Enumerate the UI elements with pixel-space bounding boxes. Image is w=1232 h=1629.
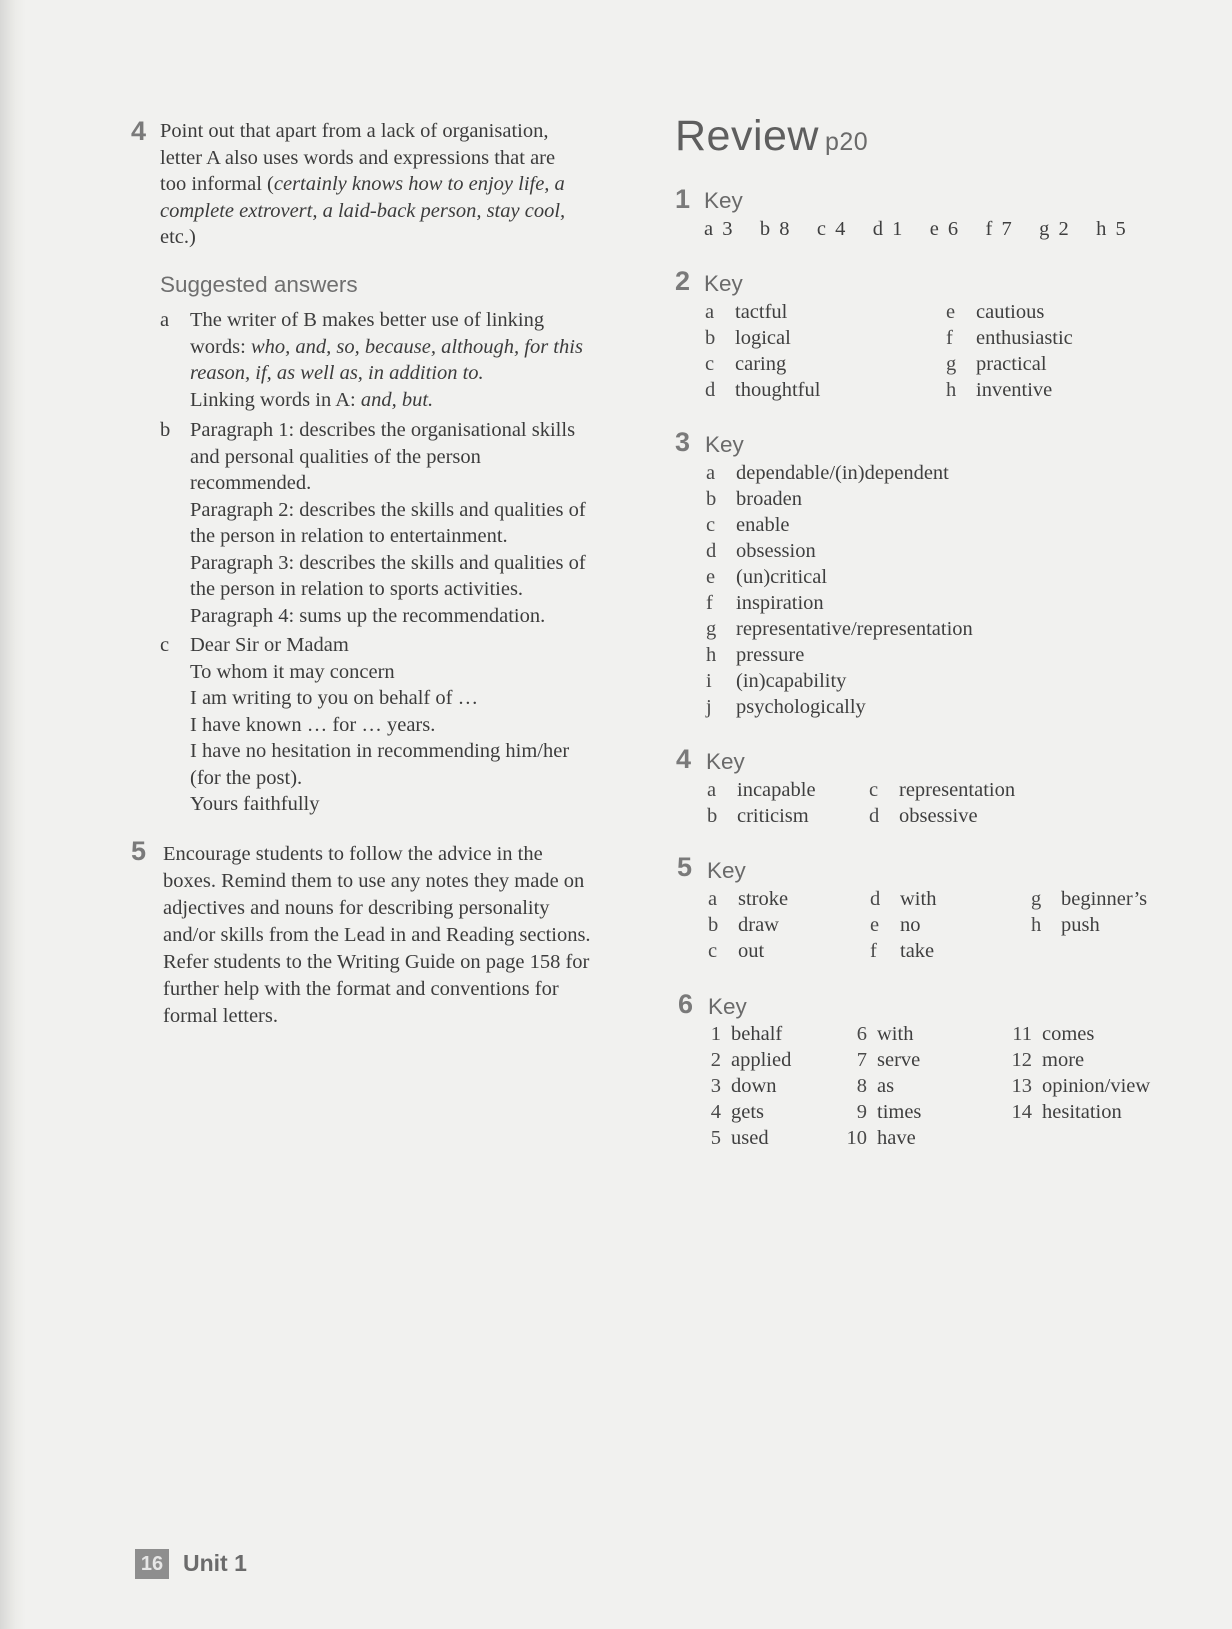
answer-body bbox=[190, 417, 640, 629]
item-word: practical bbox=[976, 353, 1047, 375]
list-item bbox=[946, 377, 1073, 403]
answer-letter: b bbox=[160, 419, 171, 441]
item-word: stroke bbox=[738, 888, 789, 910]
item-word: criticism bbox=[737, 805, 809, 827]
item-word: (in)capability bbox=[736, 670, 847, 692]
review-ex2-col1 bbox=[705, 299, 820, 403]
answer-line: I am writing to you on behalf of … bbox=[190, 687, 479, 709]
list-item bbox=[1010, 1047, 1150, 1073]
item-letter: h bbox=[946, 379, 957, 401]
review-ex4-col1 bbox=[707, 777, 816, 829]
review-ex5-key-label: Key bbox=[707, 858, 746, 883]
item-letter: b bbox=[707, 805, 718, 827]
list-item bbox=[699, 1099, 791, 1125]
item-word: inspiration bbox=[736, 592, 824, 614]
answer-line bbox=[190, 334, 640, 361]
item-word: draw bbox=[738, 914, 779, 936]
list-item bbox=[869, 777, 1015, 803]
q5-line: adjectives and nouns for describing personality bbox=[163, 897, 550, 919]
item-word: beginner’s bbox=[1061, 888, 1148, 910]
review-ex6-key-label: Key bbox=[708, 994, 747, 1019]
answer-line: Paragraph 4: sums up the recommendation. bbox=[190, 604, 546, 627]
list-item bbox=[845, 1021, 921, 1047]
list-item bbox=[870, 886, 936, 912]
list-item bbox=[1031, 912, 1147, 938]
answer-line: Paragraph 1: describes the organisational skills bbox=[190, 419, 576, 441]
answer-line: Yours faithfully bbox=[190, 793, 320, 815]
q4-text: too informal ( bbox=[160, 173, 274, 195]
answer-text: Linking words in A: bbox=[190, 388, 361, 411]
list-item bbox=[845, 1125, 921, 1151]
answer-line: the person in relation to entertainment. bbox=[190, 525, 508, 547]
item-number: 5 bbox=[710, 1127, 721, 1149]
item-letter: b bbox=[706, 488, 717, 510]
review-ex5-col3 bbox=[1031, 886, 1147, 938]
review-ex6-col1 bbox=[699, 1021, 791, 1151]
item-letter: e bbox=[870, 914, 880, 936]
item-word: inventive bbox=[976, 379, 1053, 401]
review-ex4-number: 4 bbox=[676, 744, 692, 774]
item-letter: c bbox=[708, 940, 718, 962]
item-letter: d bbox=[870, 888, 881, 910]
item-word: dependable/(in)dependent bbox=[736, 462, 949, 484]
list-item bbox=[706, 564, 973, 590]
item-number: 10 bbox=[846, 1127, 867, 1149]
item-number: 4 bbox=[710, 1101, 721, 1123]
answer-line: To whom it may concern bbox=[190, 660, 395, 683]
item-letter: b bbox=[708, 914, 719, 936]
item-word: serve bbox=[877, 1049, 921, 1071]
exercise-5-number: 5 bbox=[131, 836, 147, 866]
review-ex1-key-label: Key bbox=[704, 188, 743, 213]
list-item bbox=[708, 938, 788, 964]
item-word: thoughtful bbox=[735, 379, 821, 401]
answer-line: and personal qualities of the person bbox=[190, 445, 481, 468]
item-word: hesitation bbox=[1042, 1101, 1122, 1123]
answer-letter: a bbox=[160, 309, 170, 331]
item-letter: f bbox=[946, 327, 953, 349]
exercise-4-instructions bbox=[160, 118, 630, 251]
list-item bbox=[845, 1047, 921, 1073]
item-word: used bbox=[731, 1127, 769, 1149]
answer-italic: and, but. bbox=[360, 388, 434, 411]
exercise-5-instructions bbox=[163, 841, 653, 1030]
item-word: obsession bbox=[736, 540, 816, 562]
review-page-ref: p20 bbox=[825, 128, 869, 156]
q5-line: Refer students to the Writing Guide on page 158 for bbox=[163, 951, 590, 973]
list-item bbox=[705, 351, 820, 377]
item-letter: a bbox=[706, 462, 716, 484]
item-word: more bbox=[1042, 1049, 1085, 1071]
item-letter: d bbox=[869, 805, 880, 827]
item-letter: c bbox=[706, 514, 716, 536]
item-letter: f bbox=[870, 940, 877, 962]
item-letter: h bbox=[706, 644, 717, 666]
list-item bbox=[845, 1073, 921, 1099]
review-ex6-number: 6 bbox=[678, 989, 694, 1019]
list-item bbox=[705, 299, 820, 325]
item-letter: d bbox=[705, 379, 716, 401]
item-word: representation bbox=[899, 779, 1016, 801]
list-item bbox=[1010, 1073, 1150, 1099]
review-ex1-answers: a 3 b 8 c 4 d 1 e 6 f 7 g 2 h 5 bbox=[704, 218, 1126, 240]
item-letter: e bbox=[946, 301, 956, 323]
item-word: broaden bbox=[736, 488, 803, 510]
review-heading bbox=[675, 112, 868, 161]
item-word: representative/representation bbox=[736, 618, 973, 640]
answer-line: recommended. bbox=[190, 472, 312, 494]
list-item bbox=[706, 668, 973, 694]
item-letter: g bbox=[946, 353, 957, 375]
q5-line: and/or skills from the Lead in and Reading sections. bbox=[163, 924, 591, 946]
list-item bbox=[708, 912, 788, 938]
item-letter: b bbox=[705, 327, 716, 349]
list-item bbox=[699, 1047, 791, 1073]
q4-italic: complete extrovert, a laid-back person, stay cool, bbox=[160, 199, 566, 222]
item-number: 11 bbox=[1012, 1023, 1032, 1045]
item-word: comes bbox=[1042, 1023, 1095, 1045]
item-letter: h bbox=[1031, 914, 1042, 936]
review-ex5-number: 5 bbox=[677, 852, 693, 882]
page-number-badge: 16 bbox=[135, 1549, 169, 1579]
answer-body bbox=[190, 307, 640, 413]
item-word: logical bbox=[735, 327, 791, 349]
answer-line: I have no hesitation in recommending him/her bbox=[190, 740, 570, 762]
item-number: 9 bbox=[856, 1101, 867, 1123]
review-ex3-number: 3 bbox=[675, 427, 691, 457]
q4-line bbox=[160, 198, 630, 225]
item-word: tactful bbox=[735, 301, 788, 323]
answer-line: I have known … for … years. bbox=[190, 713, 436, 736]
item-letter: g bbox=[706, 618, 717, 640]
item-word: pressure bbox=[736, 644, 805, 666]
list-item bbox=[706, 538, 973, 564]
item-word: obsessive bbox=[899, 805, 978, 827]
item-word: applied bbox=[731, 1049, 792, 1071]
item-letter: c bbox=[705, 353, 715, 375]
item-word: take bbox=[900, 940, 935, 962]
answer-line: Paragraph 3: describes the skills and qualities of bbox=[190, 551, 586, 574]
item-letter: c bbox=[869, 779, 879, 801]
item-number: 6 bbox=[856, 1023, 867, 1045]
item-number: 2 bbox=[710, 1049, 721, 1071]
item-letter: e bbox=[706, 566, 716, 588]
list-item bbox=[706, 486, 973, 512]
item-number: 7 bbox=[856, 1049, 867, 1071]
item-word: no bbox=[900, 914, 921, 936]
item-word: enable bbox=[736, 514, 790, 536]
item-word: with bbox=[900, 888, 937, 910]
review-title: Review bbox=[675, 112, 819, 160]
list-item bbox=[870, 938, 936, 964]
review-ex4-col2 bbox=[869, 777, 1015, 829]
item-letter: a bbox=[707, 779, 717, 801]
answer-line bbox=[190, 387, 640, 414]
item-word: behalf bbox=[731, 1023, 783, 1045]
answer-italic: who, and, so, because, although, for this bbox=[250, 335, 583, 358]
item-word: psychologically bbox=[736, 696, 866, 718]
list-item bbox=[707, 803, 816, 829]
item-word: out bbox=[738, 940, 765, 962]
item-word: incapable bbox=[737, 779, 816, 801]
item-word: push bbox=[1061, 914, 1100, 936]
list-item bbox=[1010, 1099, 1150, 1125]
item-letter: g bbox=[1031, 888, 1042, 910]
item-number: 12 bbox=[1011, 1049, 1032, 1071]
list-item bbox=[706, 512, 973, 538]
q4-line: etc.) bbox=[160, 226, 196, 248]
list-item bbox=[705, 325, 820, 351]
review-ex6-col3 bbox=[1010, 1021, 1150, 1125]
list-item bbox=[708, 886, 788, 912]
review-ex4-key-label: Key bbox=[706, 749, 745, 774]
list-item bbox=[870, 912, 936, 938]
list-item bbox=[706, 694, 973, 720]
item-word: times bbox=[877, 1101, 922, 1123]
q5-line: formal letters. bbox=[163, 1005, 278, 1027]
item-word: down bbox=[731, 1075, 777, 1097]
answer-line: Dear Sir or Madam bbox=[190, 634, 349, 656]
exercise-4-number: 4 bbox=[131, 116, 147, 146]
answer-letter: c bbox=[160, 634, 170, 656]
item-word: cautious bbox=[976, 301, 1045, 323]
review-ex2-number: 2 bbox=[675, 266, 691, 296]
item-word: have bbox=[877, 1127, 916, 1149]
list-item bbox=[706, 460, 973, 486]
list-item bbox=[699, 1021, 791, 1047]
item-letter: a bbox=[705, 301, 715, 323]
list-item bbox=[706, 642, 973, 668]
list-item bbox=[1031, 886, 1147, 912]
list-item bbox=[706, 590, 973, 616]
item-letter: a bbox=[708, 888, 718, 910]
review-ex3-list bbox=[706, 460, 973, 720]
unit-label: Unit 1 bbox=[183, 1550, 247, 1576]
item-letter: i bbox=[706, 670, 712, 692]
item-number: 14 bbox=[1011, 1101, 1032, 1123]
review-ex2-col2 bbox=[946, 299, 1073, 403]
review-ex5-col2 bbox=[870, 886, 936, 964]
q4-line: letter A also uses words and expressions that are bbox=[160, 146, 556, 169]
list-item bbox=[705, 377, 820, 403]
page-edge-shadow bbox=[0, 0, 26, 1629]
answer-body bbox=[190, 632, 640, 818]
item-word: as bbox=[877, 1075, 895, 1097]
list-item bbox=[869, 803, 1015, 829]
list-item bbox=[845, 1099, 921, 1125]
item-letter: f bbox=[706, 592, 713, 614]
item-word: (un)critical bbox=[736, 566, 828, 588]
answer-italic: reason, if, as well as, in addition to. bbox=[190, 362, 484, 384]
list-item bbox=[946, 351, 1073, 377]
review-ex3-key-label: Key bbox=[705, 432, 744, 457]
review-ex1-number: 1 bbox=[675, 184, 691, 214]
q5-line: Encourage students to follow the advice in the bbox=[163, 843, 543, 865]
item-number: 1 bbox=[710, 1023, 721, 1045]
suggested-answers-heading: Suggested answers bbox=[160, 272, 358, 297]
list-item bbox=[946, 325, 1073, 351]
item-number: 13 bbox=[1011, 1075, 1032, 1097]
review-ex2-key-label: Key bbox=[704, 271, 743, 296]
review-ex6-col2 bbox=[845, 1021, 921, 1151]
item-word: with bbox=[877, 1023, 914, 1045]
answer-line: Paragraph 2: describes the skills and qualities of bbox=[190, 498, 586, 521]
list-item bbox=[699, 1125, 791, 1151]
q5-line: boxes. Remind them to use any notes they made on bbox=[163, 870, 585, 892]
q4-italic: certainly knows how to enjoy life, a bbox=[273, 173, 565, 195]
answer-line: (for the post). bbox=[190, 766, 303, 789]
item-letter: d bbox=[706, 540, 717, 562]
list-item bbox=[706, 616, 973, 642]
answer-line bbox=[190, 360, 640, 387]
list-item bbox=[1010, 1021, 1150, 1047]
answer-line: the person in relation to sports activities. bbox=[190, 578, 524, 600]
review-ex5-col1 bbox=[708, 886, 788, 964]
item-word: gets bbox=[731, 1101, 765, 1123]
q4-line: Point out that apart from a lack of organisation, bbox=[160, 120, 549, 142]
item-word: caring bbox=[735, 353, 787, 375]
q4-line bbox=[160, 171, 630, 198]
q5-line: further help with the format and conventions for bbox=[163, 978, 559, 1000]
item-number: 8 bbox=[856, 1075, 867, 1097]
list-item bbox=[707, 777, 816, 803]
item-letter: j bbox=[706, 696, 712, 718]
item-word: opinion/view bbox=[1042, 1075, 1151, 1097]
answer-line: The writer of B makes better use of linking bbox=[190, 309, 545, 331]
item-number: 3 bbox=[710, 1075, 721, 1097]
list-item bbox=[946, 299, 1073, 325]
list-item bbox=[699, 1073, 791, 1099]
item-word: enthusiastic bbox=[976, 327, 1073, 349]
answer-text: words: bbox=[190, 335, 251, 358]
